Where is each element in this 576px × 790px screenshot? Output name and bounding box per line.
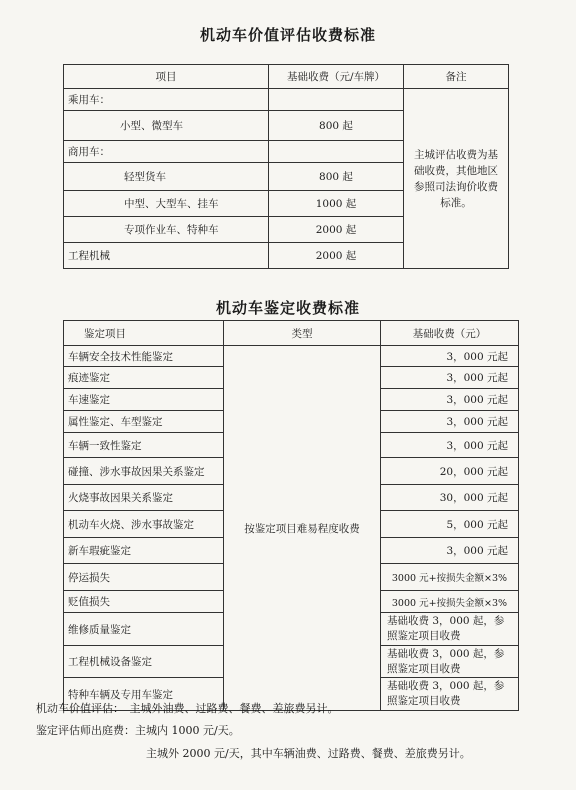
- appraisal-row-fee: 3，000 元起: [381, 411, 519, 433]
- appraisal-row-item: 属性鉴定、车型鉴定: [64, 411, 224, 433]
- appraisal-row-fee: 3，000 元起: [381, 538, 519, 564]
- appraisal-row-fee: 30，000 元起: [381, 485, 519, 511]
- appraisal-row-fee: 3000 元+按损失金额×3%: [381, 591, 519, 613]
- appraisal-row-item: 工程机械设备鉴定: [64, 646, 224, 678]
- valuation-row-item: 轻型货车: [64, 163, 269, 191]
- header-fee: 基础收费（元/车牌）: [269, 65, 404, 89]
- appraisal-row-fee: 3000 元+按损失金额×3%: [381, 564, 519, 591]
- appraisal-row-fee: 基础收费 3，000 起，参照鉴定项目收费: [381, 678, 519, 711]
- valuation-title: 机动车价值评估收费标准: [199, 26, 376, 44]
- valuation-row-fee: [269, 141, 404, 163]
- appraisal-row-item: 新车瑕疵鉴定: [64, 538, 224, 564]
- appraisal-row-item: 痕迹鉴定: [64, 367, 224, 389]
- appraisal-row-item: 停运损失: [64, 564, 224, 591]
- appraisal-row-fee: 3，000 元起: [381, 367, 519, 389]
- footer-court-fee-outside: 主城外 2000 元/天，其中车辆油费、过路费、餐费、差旅费另计。: [146, 747, 471, 760]
- appraisal-row-item: 特种车辆及专用车鉴定: [64, 678, 224, 711]
- valuation-row-fee: 1000 起: [269, 191, 404, 217]
- valuation-row-fee: 2000 起: [269, 217, 404, 243]
- header-base-fee: 基础收费（元）: [381, 321, 519, 346]
- appraisal-title: 机动车鉴定收费标准: [215, 299, 360, 317]
- footer-court-fee-city: 鉴定评估师出庭费：主城内 1000 元/天。: [36, 724, 240, 737]
- valuation-row-fee: 800 起: [269, 163, 404, 191]
- appraisal-row-fee: 基础收费 3，000 起，参照鉴定项目收费: [381, 646, 519, 678]
- appraisal-row-item: 贬值损失: [64, 591, 224, 613]
- valuation-row-item: 商用车：: [64, 141, 269, 163]
- valuation-row-item: 专项作业车、特种车: [64, 217, 269, 243]
- appraisal-row-item: 车辆一致性鉴定: [64, 433, 224, 458]
- appraisal-row-item: 车速鉴定: [64, 389, 224, 411]
- header-appraisal-item: 鉴定项目: [64, 321, 224, 346]
- appraisal-type: 按鉴定项目难易程度收费: [224, 346, 381, 711]
- valuation-row-fee: 800 起: [269, 111, 404, 141]
- appraisal-row-item: 车辆安全技术性能鉴定: [64, 346, 224, 367]
- appraisal-row-fee: 20，000 元起: [381, 458, 519, 485]
- valuation-row-item: 乘用车：: [64, 89, 269, 111]
- footer-valuation-note: 机动车价值评估： 主城外油费、过路费、餐费、差旅费另计。: [36, 702, 339, 715]
- appraisal-row-fee: 3，000 元起: [381, 346, 519, 367]
- valuation-row-item: 小型、微型车: [64, 111, 269, 141]
- appraisal-row-fee: 5，000 元起: [381, 511, 519, 538]
- appraisal-table: [63, 320, 519, 711]
- valuation-row-fee: [269, 89, 404, 111]
- valuation-table: [63, 64, 509, 269]
- appraisal-row-item: 维修质量鉴定: [64, 613, 224, 646]
- appraisal-row-item: 火烧事故因果关系鉴定: [64, 485, 224, 511]
- valuation-row-item: 中型、大型车、挂车: [64, 191, 269, 217]
- header-item: 项目: [64, 65, 269, 89]
- appraisal-row-item: 碰撞、涉水事故因果关系鉴定: [64, 458, 224, 485]
- header-note: 备注: [404, 65, 509, 89]
- appraisal-row-fee: 3，000 元起: [381, 389, 519, 411]
- valuation-row-item: 工程机械: [64, 243, 269, 269]
- appraisal-row-item: 机动车火烧、涉水事故鉴定: [64, 511, 224, 538]
- appraisal-row-fee: 3，000 元起: [381, 433, 519, 458]
- valuation-note: 主城评估收费为基础收费，其他地区参照司法询价收费标准。: [404, 89, 509, 269]
- header-type: 类型: [224, 321, 381, 346]
- appraisal-row-fee: 基础收费 3，000 起，参照鉴定项目收费: [381, 613, 519, 646]
- valuation-row-fee: 2000 起: [269, 243, 404, 269]
